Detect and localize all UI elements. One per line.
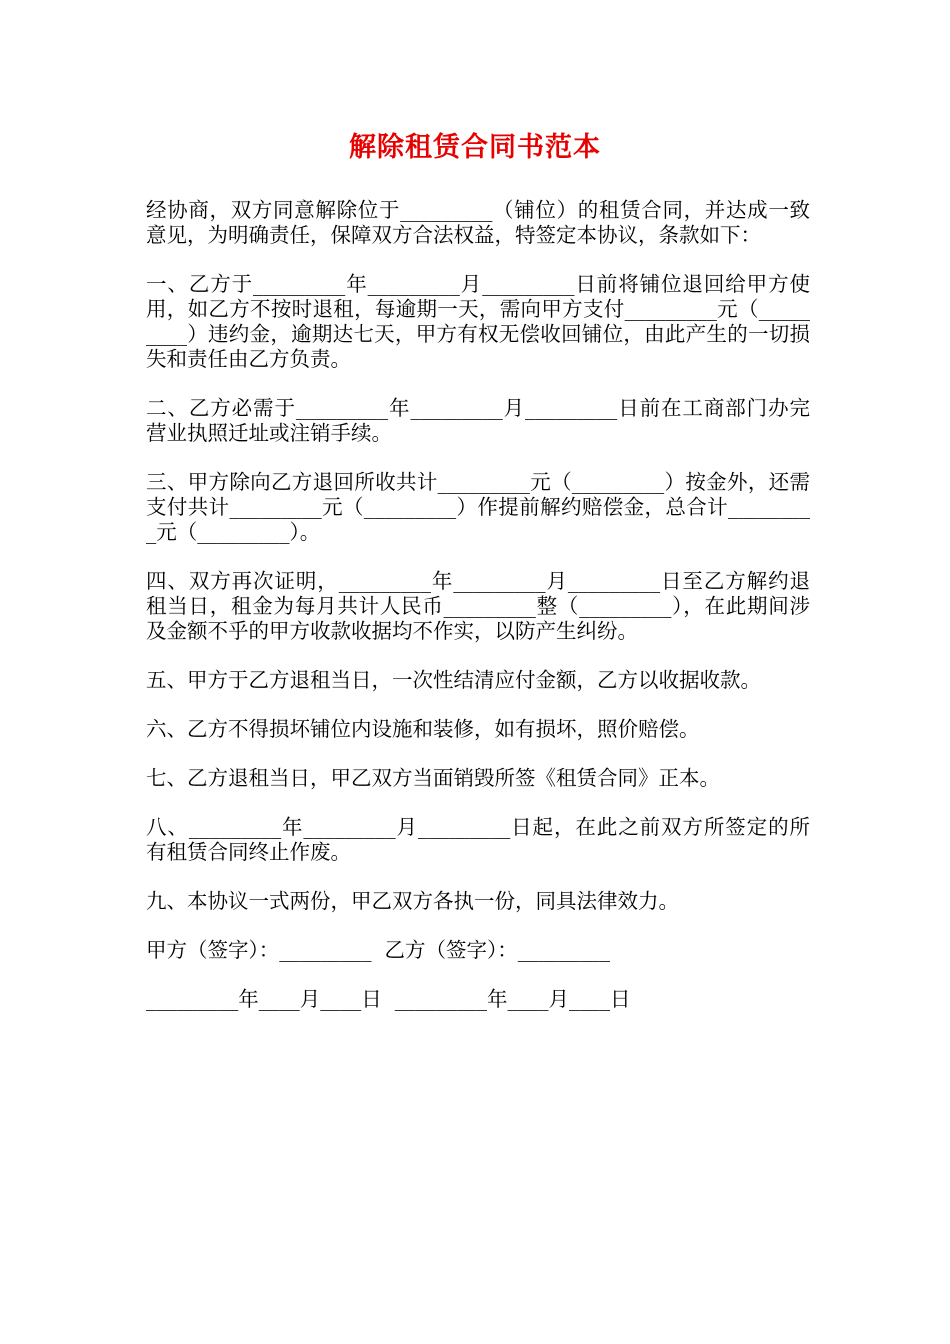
- clause-3: 三、甲方除向乙方退回所收共计_________元（_________）按金外，还需支付共计_________元（_________）作提前解约赔偿金，总合计_________元（_________）。: [146, 470, 810, 544]
- document-title: 解除租赁合同书范本: [349, 132, 601, 163]
- signature-line: 甲方（签字）：_________ 乙方（签字）：_________: [146, 938, 611, 962]
- date-line: _________年____月____日 _________年____月____日: [146, 987, 631, 1011]
- clause-1: 一、乙方于_________年_________月_________日前将铺位退回给甲方使用，如乙方不按时退租，每逾期一天，需向甲方支付_________元（_________）违约金，逾期达七天，甲方有权无偿收回铺位，由此产生的一切损失和责任由乙方负责。: [146, 272, 810, 371]
- clause-9: 九、本协议一式两份，甲乙双方各执一份，同具法律效力。: [146, 889, 679, 913]
- clause-5: 五、甲方于乙方退租当日，一次性结清应付金额，乙方以收据收款。: [146, 668, 761, 692]
- clause-6: 六、乙方不得损坏铺位内设施和装修，如有损坏，照价赔偿。: [146, 717, 700, 741]
- clause-7: 七、乙方退租当日，甲乙双方当面销毁所签《租赁合同》正本。: [146, 766, 720, 790]
- paragraph-intro: 经协商，双方同意解除位于_________（铺位）的租赁合同，并达成一致意见，为明确责任，保障双方合法权益，特签定本协议，条款如下：: [146, 198, 810, 247]
- clause-8: 八、_________年_________月_________日起，在此之前双方所签定的所有租赁合同终止作废。: [146, 815, 810, 864]
- clause-2: 二、乙方必需于_________年_________月_________日前在工商部门办完营业执照迁址或注销手续。: [146, 396, 810, 445]
- document-body: [146, 198, 810, 1036]
- clause-4: 四、双方再次证明，_________年_________月_________日至乙方解约退租当日，租金为每月共计人民币_________整（_________），在此期间涉及金额不乎的甲方收款收据均不作实，以防产生纠纷。: [146, 569, 810, 643]
